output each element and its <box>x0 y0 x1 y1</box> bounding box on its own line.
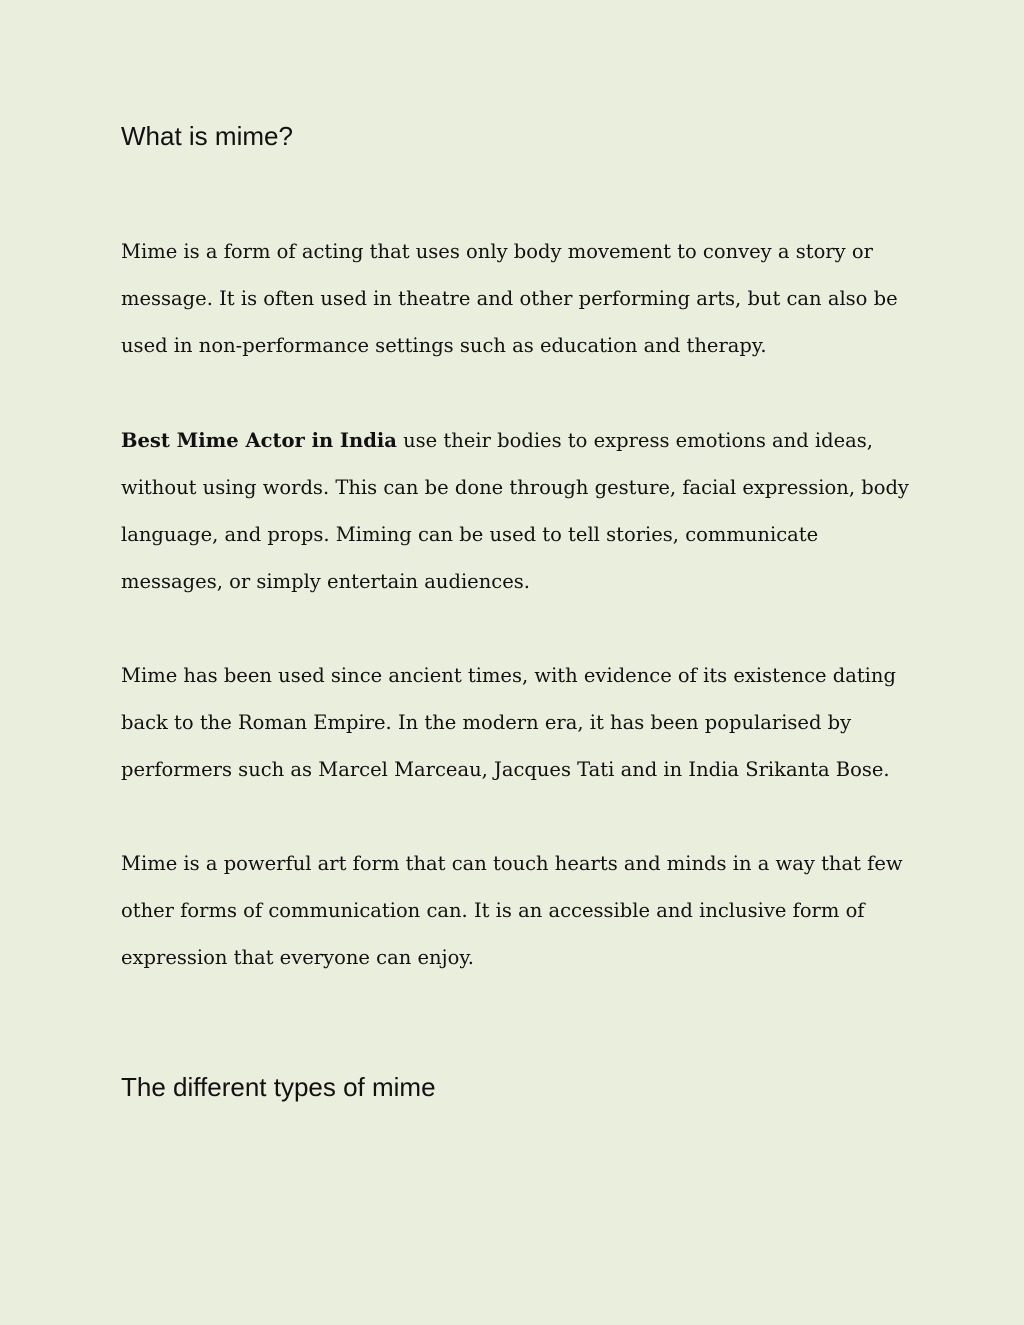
paragraph-line <box>121 417 911 464</box>
paragraph-line-rest: use their bodies to express emotions and ideas, <box>396 429 873 452</box>
paragraph-line: other forms of communication can. It is an accessible and inclusive form of <box>121 899 865 922</box>
paragraph-line: messages, or simply entertain audiences. <box>121 570 530 593</box>
paragraph-line: back to the Roman Empire. In the modern era, it has been popularised by <box>121 711 852 734</box>
paragraph-line: expression that everyone can enjoy. <box>121 946 474 969</box>
paragraph-history <box>121 652 911 793</box>
paragraph-line: message. It is often used in theatre and other performing arts, but can also be <box>121 287 898 310</box>
paragraph-line: Mime has been used since ancient times, with evidence of its existence dating <box>121 664 896 687</box>
paragraph-best-mime-actor <box>121 417 911 605</box>
section-heading-types-of-mime: The different types of mime <box>121 1072 436 1102</box>
bold-link-text: Best Mime Actor in India <box>121 429 397 452</box>
paragraph-line: Mime is a form of acting that uses only body movement to convey a story or <box>121 240 873 263</box>
section-heading-what-is-mime: What is mime? <box>121 121 293 151</box>
paragraph-line: performers such as Marcel Marceau, Jacques Tati and in India Srikanta Bose. <box>121 758 890 781</box>
paragraph-art-form <box>121 840 911 981</box>
paragraph-line: language, and props. Miming can be used to tell stories, communicate <box>121 523 819 546</box>
paragraph-line: without using words. This can be done through gesture, facial expression, body <box>121 476 909 499</box>
paragraph-definition <box>121 228 911 369</box>
paragraph-line: Mime is a powerful art form that can touch hearts and minds in a way that few <box>121 852 903 875</box>
paragraph-line: used in non-performance settings such as education and therapy. <box>121 334 767 357</box>
